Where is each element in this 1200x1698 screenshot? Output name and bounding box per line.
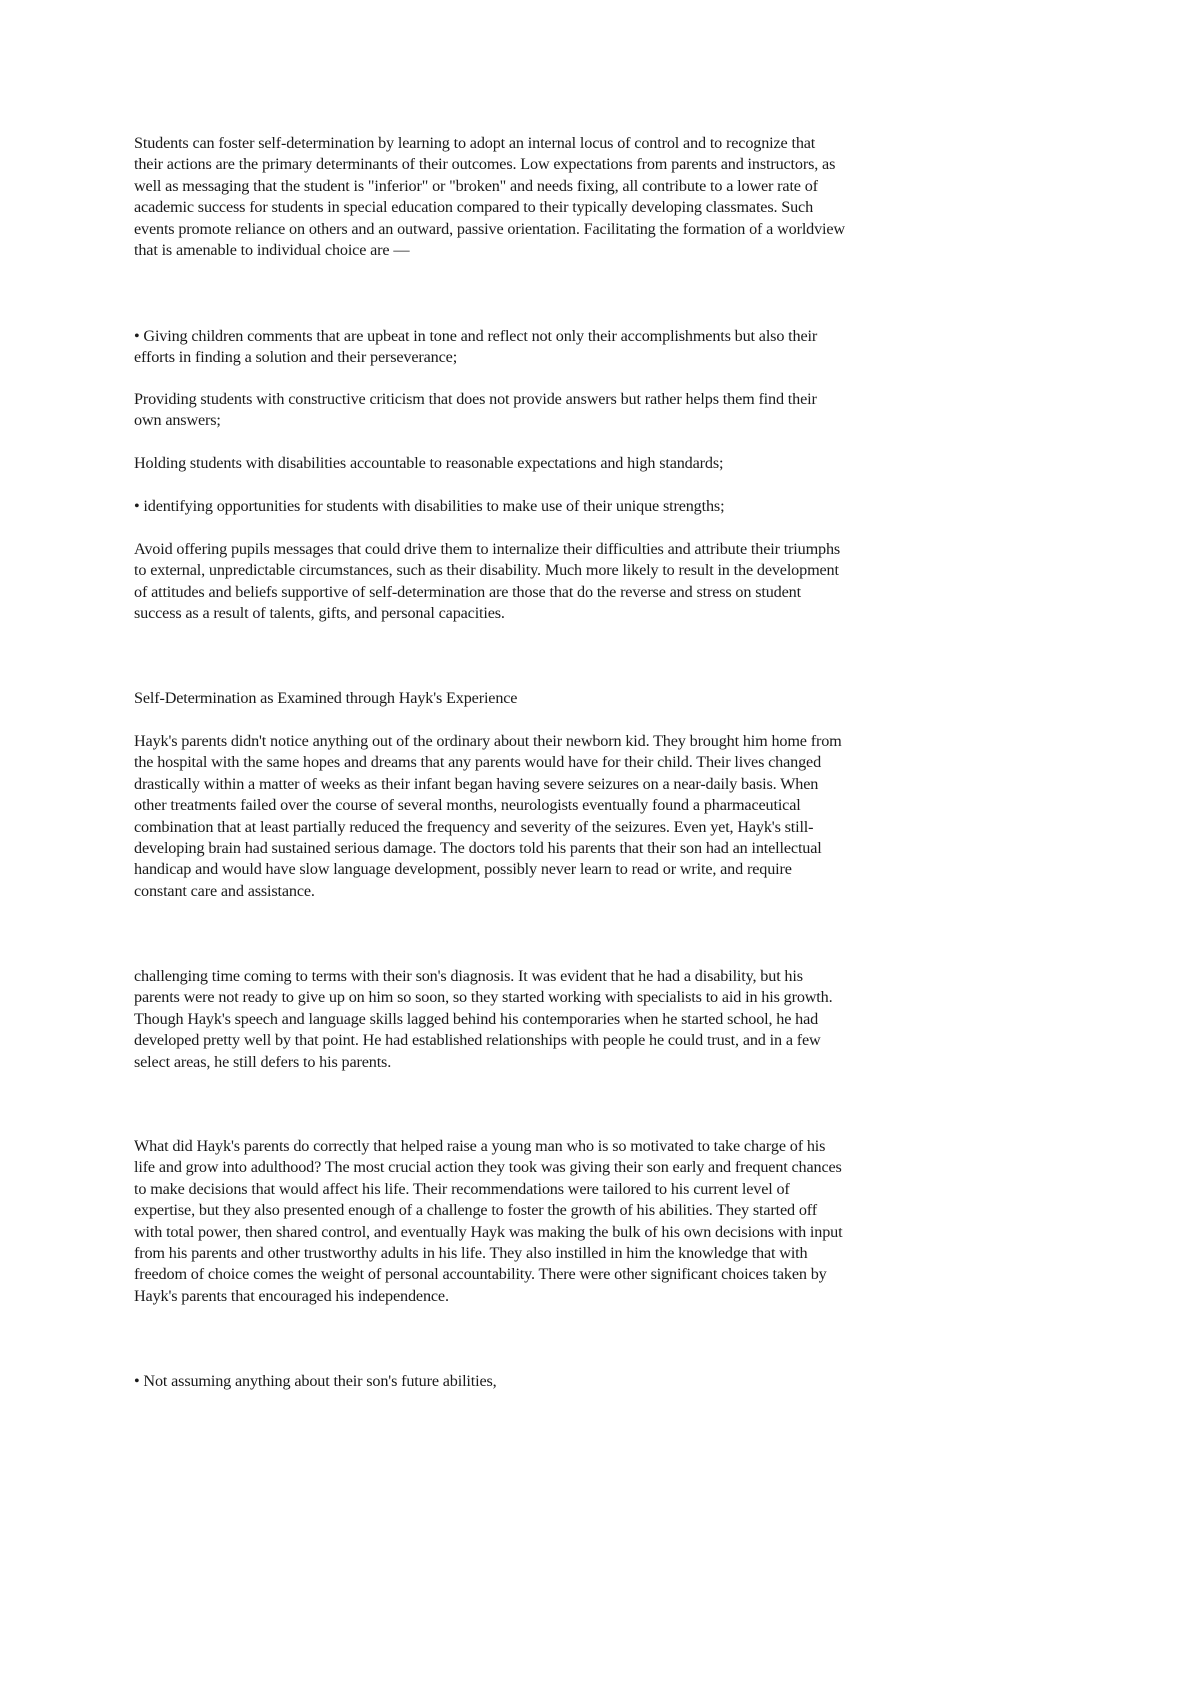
text-line: life and grow into adulthood? The most crucial action they took was giving their son early and frequent chances: [134, 1158, 842, 1177]
text-line: What did Hayk's parents do correctly that helped raise a young man who is so motivated to take charge of his: [134, 1137, 826, 1155]
text-line: of attitudes and beliefs supportive of self-determination are those that do the reverse and stress on student: [134, 582, 801, 601]
text-line: combination that at least partially reduced the frequency and severity of the seizures. Even yet, Hayk's still-: [134, 817, 814, 836]
text-line: Students can foster self-determination by learning to adopt an internal locus of control and to recognize that: [134, 134, 816, 152]
text-line: • Giving children comments that are upbeat in tone and reflect not only their accomplishments but also their: [134, 327, 818, 345]
text-line: drastically within a matter of weeks as their infant began having severe seizures on a near-daily basis. When: [134, 774, 819, 793]
text-line: expertise, but they also presented enough of a challenge to foster the growth of his abilities. They started off: [134, 1201, 817, 1220]
paragraph-providing: [134, 389, 817, 432]
paragraph-hayk-3: [134, 1136, 842, 1307]
text-line: handicap and would have slow language development, possibly never learn to read or write, and require: [134, 860, 792, 879]
text-line: with total power, then shared control, and eventually Hayk was making the bulk of his own decisions with input: [134, 1222, 843, 1241]
text-line: Though Hayk's speech and language skills lagged behind his contemporaries when he started school, he had: [134, 1009, 819, 1028]
text-line: constant care and assistance.: [134, 881, 315, 900]
paragraph-avoid: [134, 539, 840, 625]
text-line: • Not assuming anything about their son's future abilities,: [134, 1372, 497, 1390]
paragraph-bullet-2: [134, 496, 724, 517]
section-heading: [134, 688, 517, 709]
text-line: challenging time coming to terms with their son's diagnosis. It was evident that he had a disability, but his: [134, 967, 803, 985]
text-line: that is amenable to individual choice are —: [134, 241, 410, 260]
text-line: parents were not ready to give up on him so soon, so they started working with specialists to aid in his growth.: [134, 988, 833, 1007]
text-line: efforts in finding a solution and their perseverance;: [134, 348, 458, 367]
text-line: own answers;: [134, 411, 221, 430]
text-line: from his parents and other trustworthy adults in his life. They also instilled in him the knowledge that with: [134, 1244, 808, 1263]
paragraph-hayk-1: [134, 731, 842, 902]
text-line: select areas, he still defers to his parents.: [134, 1052, 392, 1071]
text-line: developing brain had sustained serious damage. The doctors told his parents that their son had an intellectual: [134, 839, 822, 858]
text-line: Holding students with disabilities accountable to reasonable expectations and high standards;: [134, 454, 724, 472]
text-line: other treatments failed over the course of several months, neurologists eventually found a pharmaceutical: [134, 796, 801, 815]
text-line: their actions are the primary determinants of their outcomes. Low expectations from parents and instructors, as: [134, 155, 836, 174]
text-line: events promote reliance on others and an outward, passive orientation. Facilitating the formation of a worldview: [134, 219, 845, 238]
text-line: Hayk's parents that encouraged his independence.: [134, 1286, 449, 1305]
text-line: • identifying opportunities for students with disabilities to make use of their unique strengths;: [134, 497, 725, 515]
text-line: to make decisions that would affect his life. Their recommendations were tailored to his current level of: [134, 1179, 790, 1198]
text-line: academic success for students in special education compared to their typically developing classmates. Such: [134, 198, 814, 217]
text-line: Providing students with constructive criticism that does not provide answers but rather helps them find their: [134, 390, 817, 408]
paragraph-bullet-1: [134, 326, 817, 369]
text-line: Avoid offering pupils messages that could drive them to internalize their difficulties and attribute their triumphs: [134, 540, 841, 558]
text-line: success as a result of talents, gifts, and personal capacities.: [134, 604, 505, 623]
paragraph-intro: [134, 133, 845, 261]
text-line: freedom of choice comes the weight of personal accountability. There were other significant choices taken by: [134, 1265, 827, 1284]
text-line: Hayk's parents didn't notice anything out of the ordinary about their newborn kid. They brought him home from: [134, 732, 842, 750]
text-line: developed pretty well by that point. He had established relationships with people he could trust, and in a few: [134, 1031, 821, 1050]
paragraph-hayk-2: [134, 966, 833, 1073]
paragraph-bullet-3: [134, 1371, 497, 1392]
text-line: the hospital with the same hopes and dreams that any parents would have for their child. Their lives changed: [134, 753, 822, 772]
paragraph-holding: [134, 453, 723, 474]
text-line: to external, unpredictable circumstances, such as their disability. Much more likely to result in the development: [134, 561, 839, 580]
text-line: Self-Determination as Examined through Hayk's Experience: [134, 689, 518, 707]
text-line: well as messaging that the student is "inferior" or "broken" and needs fixing, all contribute to a lower rate of: [134, 176, 818, 195]
